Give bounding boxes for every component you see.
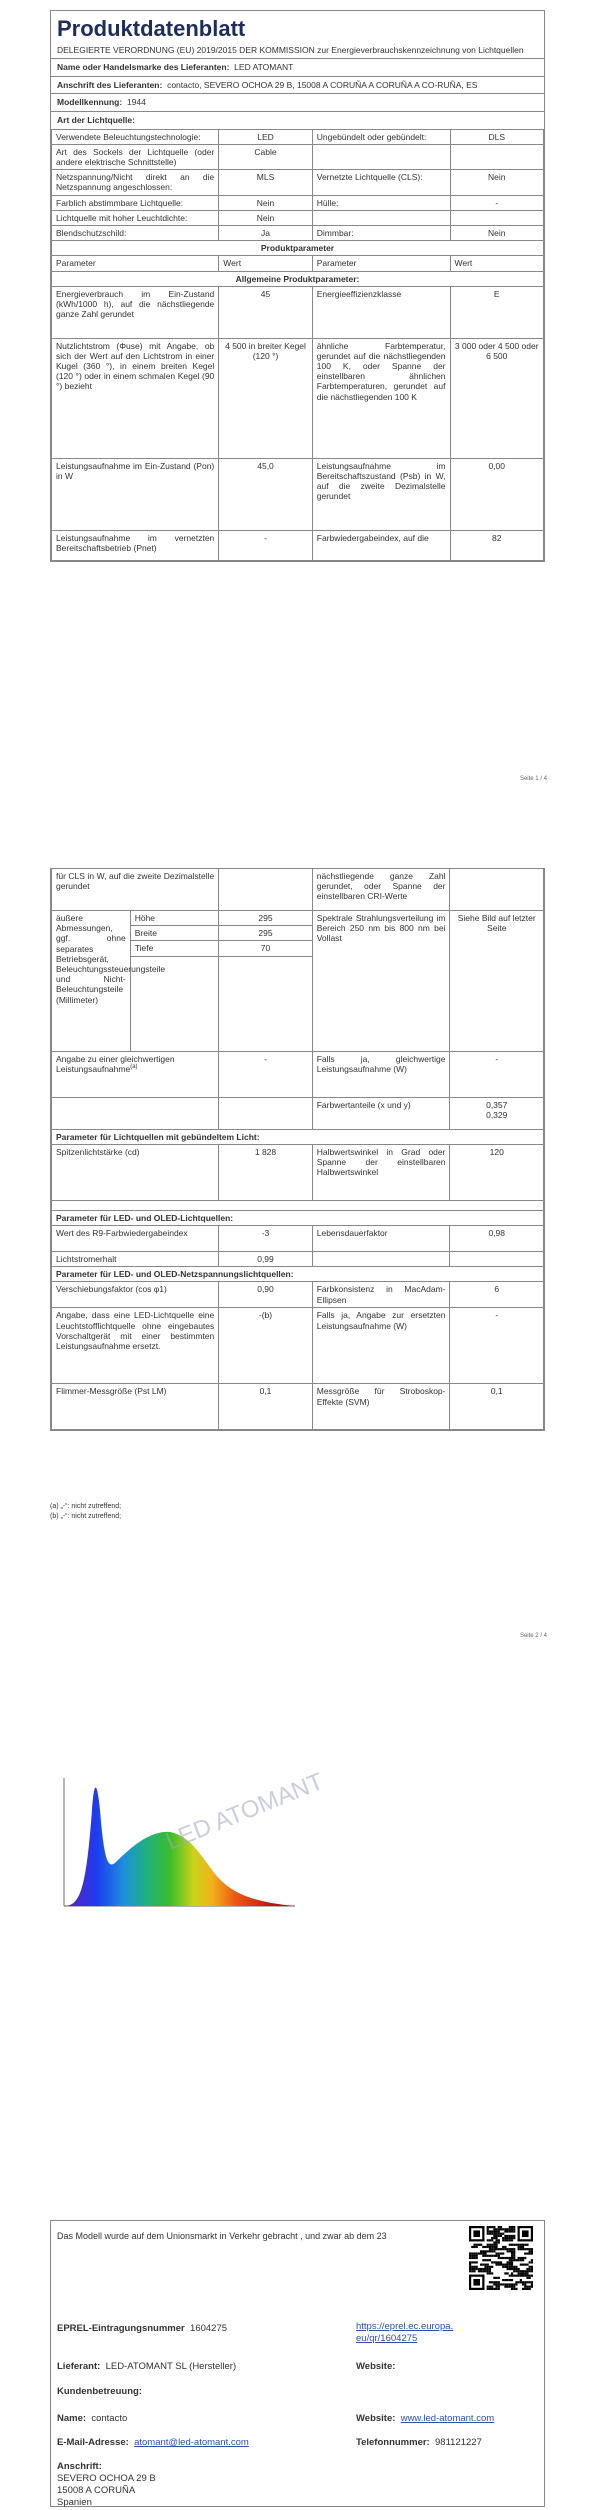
contact-name-value: contacto [91, 2413, 128, 2424]
param-value: - [219, 530, 312, 560]
param-label [312, 144, 450, 169]
dim-height-label: Höhe [130, 911, 219, 926]
param-label: Dimmbar: [312, 225, 450, 240]
spectral-distribution-image [50, 1767, 328, 1920]
param-value: 45 [219, 286, 312, 338]
param-value: - [450, 195, 544, 210]
param-value: Nein [450, 225, 544, 240]
address-line-1: SEVERO OCHOA 29 B [57, 2472, 156, 2484]
watermark-logo: LED ATOMANT [162, 1767, 328, 1856]
peak-intensity-label: Spitzenlichtstärke (cd) [52, 1144, 219, 1200]
chromaticity-value: 0,357 0,329 [450, 1097, 544, 1129]
param-label: Energieeffizienzklasse [312, 286, 450, 338]
contact-name-row [57, 2413, 127, 2424]
param-value: LED [219, 129, 312, 144]
website2-label: Website: [356, 2413, 396, 2424]
param-label: Farblich abstimmbare Lichtquelle: [52, 195, 219, 210]
equiv-power-value: - [219, 1051, 312, 1097]
param-value: 45,0 [219, 458, 312, 530]
supplier-row [57, 2361, 236, 2372]
param-value: MLS [219, 170, 312, 195]
eprel-link[interactable]: https://eprel.ec.europa.eu/qr/1604275 [356, 2321, 454, 2344]
supplier-label: Lieferant: [57, 2361, 101, 2372]
supplier-address-label: Anschrift des Lieferanten: [57, 79, 163, 90]
param-value: DLS [450, 129, 544, 144]
website2-row [356, 2413, 494, 2424]
colour-consistency-label: Farbkonsistenz in MacAdam-Ellipsen [312, 1282, 450, 1308]
eprel-value: 1604275 [190, 2323, 228, 2334]
svm-value: 0,1 [450, 1384, 544, 1430]
param-value: Nein [219, 195, 312, 210]
page-title: Produktdatenblatt [57, 16, 246, 41]
power-factor-value: 0,90 [219, 1282, 312, 1308]
supplier-name-label: Name oder Handelsmarke des Lieferanten: [57, 62, 230, 73]
regulation-subtitle: DELEGIERTE VERORDNUNG (EU) 2019/2015 DER KOMMISSION zur Energieverbrauchskennzeichnung von Lichtquellen [57, 44, 524, 55]
survival-factor-value: 0,98 [450, 1225, 544, 1251]
general-param-row [52, 286, 544, 338]
page-number: Seite 1 / 4 [519, 776, 547, 782]
param-value: 0,00 [450, 458, 544, 530]
mains-heading: Parameter für LED- und OLED-Netzspannungslichtquellen: [52, 1267, 544, 1282]
equiv-power-r-label: Falls ja, gleichwertige Leistungsaufnahme (W) [312, 1051, 450, 1097]
replacement-r-value: - [450, 1308, 544, 1384]
supplier-value: LED-ATOMANT SL (Hersteller) [105, 2361, 237, 2372]
market-text: Das Modell wurde auf dem Unionsmarkt in Verkehr gebracht , und zwar ab dem 23 [57, 2231, 387, 2241]
spectral-value: Siehe Bild auf letzter Seite [450, 911, 544, 1052]
param-value: 82 [450, 530, 544, 560]
light-source-heading: Art der Lichtquelle: [51, 111, 544, 129]
light-source-row [52, 170, 544, 195]
model-row [51, 93, 544, 111]
cls-standby-cont: für CLS in W, auf die zweite Dezimalstelle gerundet [52, 869, 219, 911]
address-line-2: 15008 A CORUÑA [57, 2484, 136, 2496]
supplier-address-value: contacto, SEVERO OCHOA 29 B, 15008 A CORUÑA A CORUÑA A CO-RUÑA, ES [167, 79, 478, 90]
param-value [450, 144, 544, 169]
cri-cont: nächstliegende ganze Zahl gerundet, oder Spanne der einstellbaren CRI-Werte [312, 869, 450, 911]
light-source-row [52, 195, 544, 210]
survival-factor-label: Lebensdauerfaktor [312, 1225, 450, 1251]
param-value: E [450, 286, 544, 338]
param-value: Ja [219, 225, 312, 240]
param-label: Energieverbrauch im Ein-Zustand (kWh/1000 h), auf die nächstliegende ganze Zahl gerundet [52, 286, 219, 338]
r9-label: Wert des R9-Farbwiedergabeindex [52, 1225, 219, 1251]
flicker-label: Flimmer-Messgröße (Pst LM) [52, 1384, 219, 1430]
flicker-value: 0,1 [219, 1384, 312, 1430]
param-value: 3 000 oder 4 500 oder 6 500 [450, 338, 544, 458]
param-label: Leistungsaufnahme im Bereitschaftszustand (Psb) in W, auf die zweite Dezimalstelle gerundet [312, 458, 450, 530]
equiv-power-r-value: - [450, 1051, 544, 1097]
r9-value: -3 [219, 1225, 312, 1251]
replacement-r-label: Falls ja, Angabe zur ersetzten Leistungsaufnahme (W) [312, 1308, 450, 1384]
supplier-name-row [51, 58, 544, 76]
lumen-maintenance-value: 0,99 [219, 1251, 312, 1266]
email-link[interactable]: atomant@led-atomant.com [134, 2437, 249, 2448]
params-table-continued [51, 868, 544, 1430]
dim-width-label: Breite [130, 926, 219, 941]
website-link[interactable]: www.led-atomant.com [400, 2413, 495, 2424]
address-label: Anschrift: [57, 2461, 102, 2472]
page-number-2: Seite 2 / 4 [519, 1633, 547, 1639]
led-heading: Parameter für LED- und OLED-Lichtquellen: [52, 1210, 544, 1225]
param-value: 4 500 in breiter Kegel (120 °) [219, 338, 312, 458]
registration-box [50, 2220, 545, 2507]
dim-depth-label: Tiefe [130, 941, 219, 956]
replacement-value: -(b) [219, 1308, 312, 1384]
dimensions-label: äußere Abmessungen, ggf. ohne separates Betriebsgerät, Beleuchtungssteuerungsteile und Nicht-Beleuchtungsteile (Millimeter) [52, 911, 131, 1052]
address-line-3: Spanien [57, 2496, 92, 2508]
chromaticity-label: Farbwertanteile (x und y) [312, 1097, 450, 1129]
colour-consistency-value: 6 [450, 1282, 544, 1308]
email-label: E-Mail-Adresse: [57, 2437, 129, 2448]
param-value: Nein [450, 170, 544, 195]
customer-service-label: Kundenbetreuung: [57, 2386, 142, 2397]
param-value [450, 210, 544, 225]
general-params-heading: Allgemeine Produktparameter: [52, 271, 544, 286]
dim-width-value: 295 [219, 926, 312, 941]
light-source-row [52, 225, 544, 240]
param-label: Leistungsaufnahme im vernetzten Bereitschaftsbetrieb (Pnet) [52, 530, 219, 560]
param-label: Verwendete Beleuchtungstechnologie: [52, 129, 219, 144]
model-value: 1944 [126, 97, 146, 108]
general-param-row [52, 458, 544, 530]
power-factor-label: Verschiebungsfaktor (cos φ1) [52, 1282, 219, 1308]
datasheet-page-1 [50, 10, 545, 562]
peak-intensity-value: 1 828 [219, 1144, 312, 1200]
light-source-row [52, 210, 544, 225]
col-header-value-1: Wert [219, 256, 312, 271]
supplier-name-value: LED ATOMANT [234, 62, 294, 73]
param-value: Cable [219, 144, 312, 169]
phone-label: Telefonnummer: [356, 2437, 430, 2448]
general-param-row [52, 530, 544, 560]
replacement-label: Angabe, dass eine LED-Lichtquelle eine Leuchtstofflichtquelle ohne eingebautes Vorschaltgerät mit einer bestimmten Leistungsaufnahme ersetzt. [52, 1308, 219, 1384]
eprel-label: EPREL-Eintragungsnummer [57, 2323, 185, 2334]
footnote-b: (b) „-“: nicht zutreffend; [50, 1513, 122, 1520]
page-3 [0, 1700, 591, 2510]
product-params-heading: Produktparameter [52, 241, 544, 256]
footnotes [50, 1503, 121, 1520]
equiv-power-label: Angabe zu einer gleichwertigen Leistungsaufnahme$^{(a)}$ [52, 1051, 219, 1097]
page-2 [0, 850, 591, 1650]
param-label: Farbwiedergabeindex, auf die [312, 530, 450, 560]
param-label: Nutzlichtstrom (Φuse) mit Angabe, ob sich der Wert auf den Lichtstrom in einer Kugel (360 °), in einem breiten Kegel (120 °) oder in einem schmalen Kegel (90 °) bezieht [52, 338, 219, 458]
param-label: Hülle: [312, 195, 450, 210]
directional-heading: Parameter für Lichtquellen mit gebündeltem Licht: [52, 1129, 544, 1144]
param-label: ähnliche Farbtemperatur, gerundet auf die nächstliegenden 100 K, oder Spanne der einstellbaren ähnlichen Farbtemperaturen, gerundet auf die nächstliegenden 100 K [312, 338, 450, 458]
eprel-qr-code[interactable] [469, 2226, 533, 2290]
param-label: Art des Sockels der Lichtquelle (oder andere elektrische Schnittstelle) [52, 144, 219, 169]
address-block [57, 2461, 156, 2509]
col-header-parameter-2: Parameter [312, 256, 450, 271]
param-label: Ungebündelt oder gebündelt: [312, 129, 450, 144]
footnote-a: (a) „-“: nicht zutreffend; [50, 1503, 122, 1510]
eprel-row [57, 2323, 227, 2334]
light-source-row [52, 144, 544, 169]
param-value: Nein [219, 210, 312, 225]
email-row [57, 2437, 249, 2448]
phone-value: 981121227 [435, 2437, 482, 2448]
light-source-table [51, 129, 544, 561]
col-header-value-2: Wert [450, 256, 544, 271]
param-label: Lichtquelle mit hoher Leuchtdichte: [52, 210, 219, 225]
website-label: Website: [356, 2361, 396, 2372]
supplier-address-row [51, 76, 544, 94]
dim-depth-value: 70 [219, 941, 312, 956]
model-label: Modellkennung: [57, 97, 123, 108]
page-1 [0, 0, 591, 790]
param-label: Netzspannung/Nicht direkt an die Netzspannung angeschlossen: [52, 170, 219, 195]
spectral-label: Spektrale Strahlungsverteilung im Bereich 250 nm bis 800 nm bei Vollast [312, 911, 450, 1052]
beam-angle-label: Halbwertswinkel in Grad oder Spanne der einstellbaren Halbwertswinkel [312, 1144, 450, 1200]
param-label: Vernetzte Lichtquelle (CLS): [312, 170, 450, 195]
svm-label: Messgröße für Stroboskop-Effekte (SVM) [312, 1384, 450, 1430]
param-label: Leistungsaufnahme im Ein-Zustand (Pon) in W [52, 458, 219, 530]
param-label [312, 210, 450, 225]
datasheet-page-2 [50, 868, 545, 1431]
dim-height-value: 295 [219, 911, 312, 926]
beam-angle-value: 120 [450, 1144, 544, 1200]
lumen-maintenance-label: Lichtstromerhalt [52, 1251, 219, 1266]
contact-name-label: Name: [57, 2413, 87, 2424]
footnote-mark-a: (a) [130, 1063, 138, 1070]
light-source-row [52, 129, 544, 144]
general-param-row [52, 338, 544, 458]
phone-row [356, 2437, 482, 2448]
param-label: Blendschutzschild: [52, 225, 219, 240]
col-header-parameter-1: Parameter [52, 256, 219, 271]
